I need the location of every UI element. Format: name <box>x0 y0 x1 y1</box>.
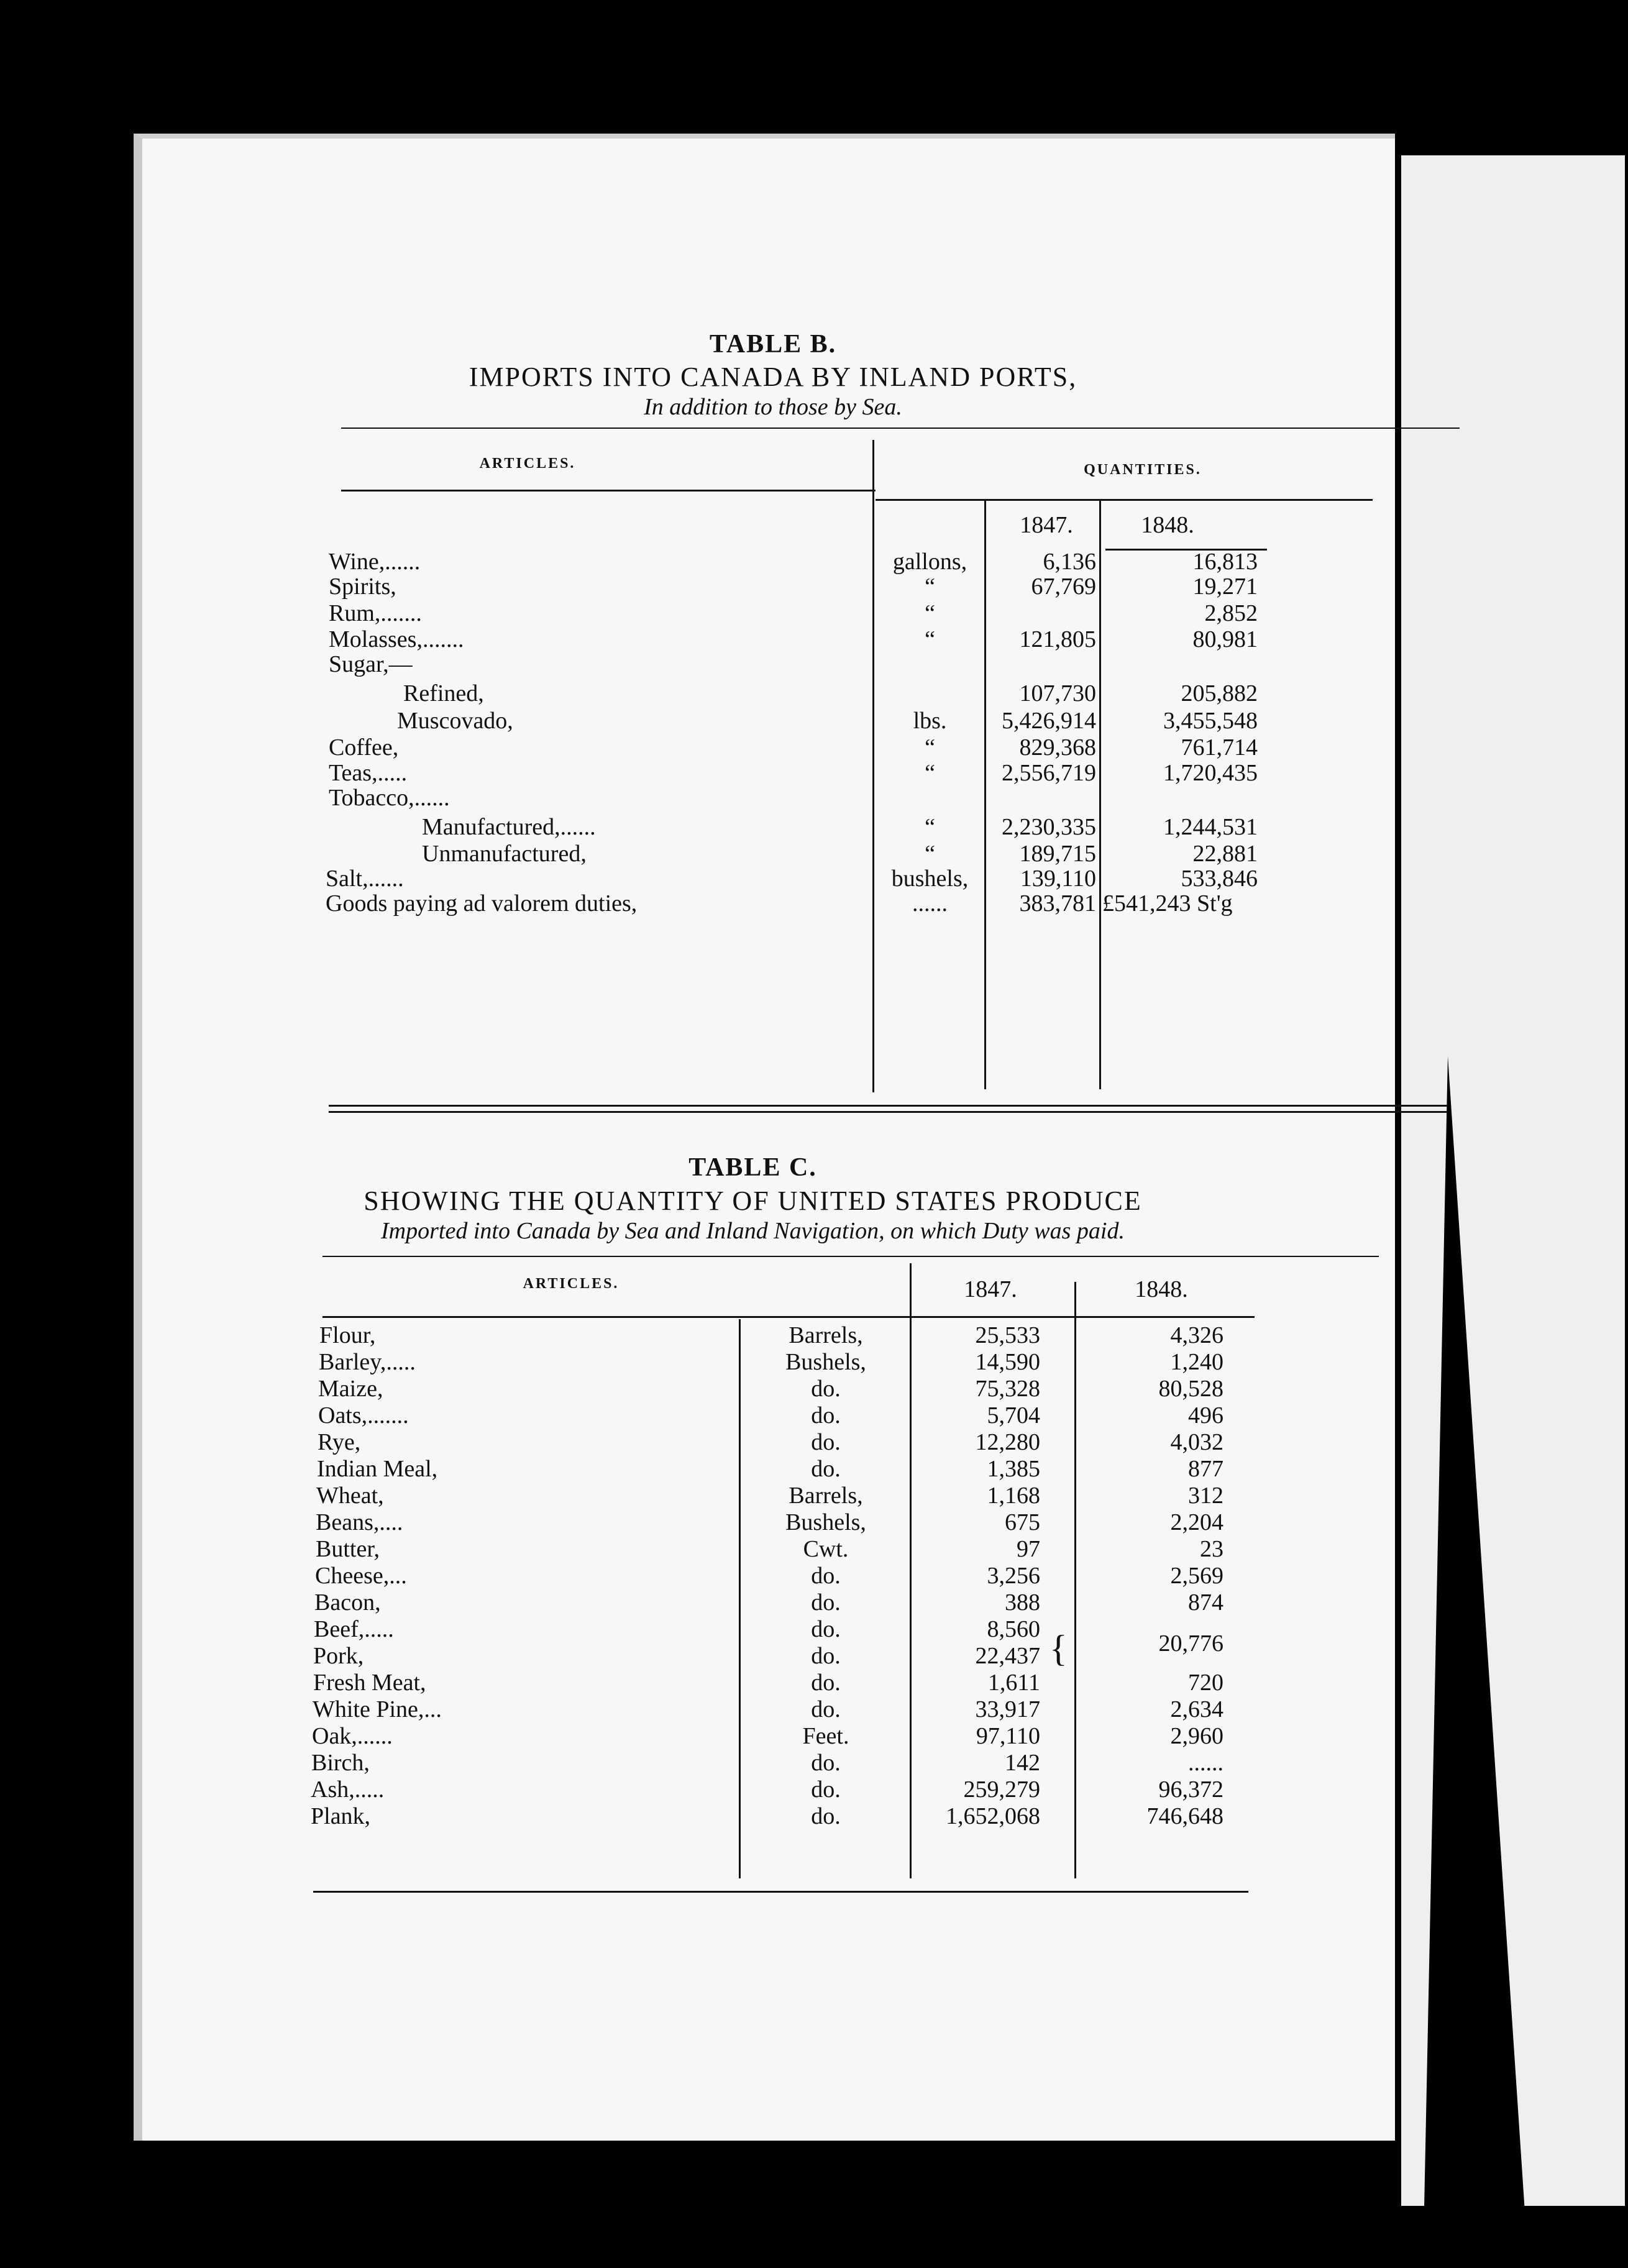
table-c-bottom-rule <box>313 1891 1248 1893</box>
table-c-value-1847: 25,533 <box>975 1322 1040 1348</box>
table-c-value-1848: 2,634 <box>1170 1696 1223 1722</box>
table-c-article: Fresh Meat, <box>313 1670 426 1696</box>
table-c-article: Barley,..... <box>319 1349 416 1375</box>
table-c-value-1847: 97 <box>1017 1536 1040 1562</box>
table-b-article: Rum,....... <box>329 600 422 626</box>
table-b-unit: lbs. <box>913 708 947 734</box>
table-c-article: Maize, <box>318 1376 383 1402</box>
table-c-header-articles: ARTICLES. <box>523 1276 620 1292</box>
table-b-article: Teas,..... <box>329 760 408 786</box>
table-b-value-1847: 829,368 <box>1019 734 1096 761</box>
table-c-article: Wheat, <box>316 1483 384 1509</box>
table-b-value-1847: 5,426,914 <box>1002 708 1096 734</box>
table-c-value-1847: 22,437 <box>975 1643 1040 1669</box>
table-b-bottom-rule <box>329 1105 1447 1107</box>
table-c-unit: Barrels, <box>789 1322 863 1348</box>
table-c-unit: do. <box>811 1643 841 1669</box>
table-b-unit: ...... <box>912 890 948 917</box>
table-c-value-1847: 12,280 <box>975 1429 1040 1455</box>
table-c-value-1848: 2,204 <box>1170 1509 1223 1535</box>
table-c-value-1847: 1,652,068 <box>946 1803 1040 1829</box>
table-c-article: Flour, <box>319 1322 376 1348</box>
table-c-article: Bacon, <box>314 1589 381 1616</box>
table-c-unit: do. <box>811 1803 841 1829</box>
table-b-value-1848: 19,271 <box>1192 574 1258 600</box>
table-b-value-1847: 2,230,335 <box>1002 814 1096 840</box>
table-c-unit: Bushels, <box>785 1349 866 1375</box>
table-c-value-1848: 96,372 <box>1158 1776 1223 1803</box>
table-b-article: Manufactured,...... <box>422 814 596 840</box>
table-b-value-1847: 139,110 <box>1020 866 1096 892</box>
table-b-value-1848: £541,243 St'g <box>1102 890 1233 917</box>
table-c-title: TABLE C. <box>688 1153 817 1182</box>
table-c-unit: do. <box>811 1376 841 1402</box>
table-c-value-1847: 388 <box>1005 1589 1040 1616</box>
table-b-header-quantities: QUANTITIES. <box>1084 462 1202 478</box>
table-c-unit: Barrels, <box>789 1483 863 1509</box>
table-b-note: In addition to those by Sea. <box>644 394 902 420</box>
table-c-article: Beef,..... <box>314 1616 394 1642</box>
table-c-value-1847: 14,590 <box>975 1349 1040 1375</box>
table-c-unit: do. <box>811 1696 841 1722</box>
table-c-value-1848: 1,240 <box>1170 1349 1223 1375</box>
table-c-article: Pork, <box>313 1643 364 1669</box>
table-c-article: Beans,.... <box>316 1509 403 1535</box>
table-b-header-articles: ARTICLES. <box>479 455 576 472</box>
table-c-article: Ash,..... <box>311 1776 385 1803</box>
table-b-unit: “ <box>925 574 935 600</box>
table-c-article: Oats,....... <box>318 1402 409 1429</box>
table-c-top-rule <box>322 1256 1379 1257</box>
table-c-article: Oak,...... <box>312 1723 393 1749</box>
table-b-article: Unmanufactured, <box>422 841 587 867</box>
table-b-value-1847: 121,805 <box>1019 626 1096 652</box>
table-c-article: Indian Meal, <box>317 1456 438 1482</box>
document-page <box>134 134 1395 2141</box>
table-b-value-1847: 6,136 <box>1043 549 1096 575</box>
table-b-unit: “ <box>925 626 935 652</box>
table-c-value-1848: 874 <box>1188 1589 1223 1616</box>
table-c-value-1847: 75,328 <box>975 1376 1040 1402</box>
table-b-year-rule <box>876 499 1373 501</box>
table-c-value-1848: 2,569 <box>1170 1563 1223 1589</box>
table-b-value-1848: 533,846 <box>1181 866 1258 892</box>
table-c-value-1848: 720 <box>1188 1670 1223 1696</box>
table-c-unit: do. <box>811 1750 841 1776</box>
table-b-article: Muscovado, <box>397 708 513 734</box>
table-c-unit: Bushels, <box>785 1509 866 1535</box>
table-c-article: Birch, <box>311 1750 370 1776</box>
table-c-unit: Cwt. <box>803 1536 849 1562</box>
table-c-note: Imported into Canada by Sea and Inland Navigation, on which Duty was paid. <box>381 1218 1125 1244</box>
table-c-value-1848: 877 <box>1188 1456 1223 1482</box>
table-c-value-1847: 1,168 <box>987 1483 1040 1509</box>
table-c-unit: do. <box>811 1589 841 1616</box>
table-b-top-rule <box>341 428 1460 429</box>
table-b-value-1847: 67,769 <box>1031 574 1096 600</box>
table-b-value-1848: 761,714 <box>1181 734 1258 761</box>
table-b-value-1848: 80,981 <box>1192 626 1258 652</box>
table-c-unit: do. <box>811 1670 841 1696</box>
table-b-unit: bushels, <box>891 866 969 892</box>
table-b-article: Sugar,— <box>329 651 413 677</box>
table-b-value-1847: 189,715 <box>1019 841 1096 867</box>
table-c-value-1848: 23 <box>1200 1536 1223 1562</box>
table-c-value-1847: 33,917 <box>975 1696 1040 1722</box>
pork-beef-brace: { <box>1050 1628 1068 1669</box>
table-c-year-1848: 1848. <box>1135 1276 1188 1302</box>
table-c-article: White Pine,... <box>313 1696 442 1722</box>
table-c-subtitle: SHOWING THE QUANTITY OF UNITED STATES PRODUCE <box>364 1186 1142 1216</box>
table-c-unit: do. <box>811 1616 841 1642</box>
table-c-header-rule <box>322 1316 1255 1318</box>
table-b-title: TABLE B. <box>709 330 837 359</box>
table-c-value-1847: 142 <box>1005 1750 1040 1776</box>
table-b-value-1847: 107,730 <box>1019 680 1096 706</box>
table-b-article: Goods paying ad valorem duties, <box>326 890 638 917</box>
table-c-value-1848: 746,648 <box>1146 1803 1223 1829</box>
table-c-article: Butter, <box>316 1536 380 1562</box>
table-b-value-1848: 16,813 <box>1192 549 1258 575</box>
table-b-value-1848: 2,852 <box>1204 600 1258 626</box>
table-c-value-1848: 20,776 <box>1158 1630 1223 1657</box>
table-b-article: Spirits, <box>329 574 396 600</box>
table-c-value-1848: 4,032 <box>1170 1429 1223 1455</box>
table-b-unit: “ <box>925 814 935 840</box>
table-b-header-rule <box>341 490 876 492</box>
table-b-value-1848: 1,720,435 <box>1163 760 1258 786</box>
table-b-article: Tobacco,...... <box>329 785 450 811</box>
table-b-divider-1848 <box>1099 499 1101 1089</box>
table-c-value-1848: 496 <box>1188 1402 1223 1429</box>
table-b-value-1848: 205,882 <box>1181 680 1258 706</box>
table-c-value-1848: 4,326 <box>1170 1322 1223 1348</box>
table-b-year-1848: 1848. <box>1141 512 1194 538</box>
table-c-value-1847: 97,110 <box>976 1723 1040 1749</box>
table-b-article: Molasses,....... <box>329 626 464 652</box>
table-b-unit: “ <box>925 760 935 786</box>
table-c-divider-1847 <box>910 1263 912 1878</box>
table-c-article: Plank, <box>311 1803 371 1829</box>
table-b-value-1848: 1,244,531 <box>1163 814 1258 840</box>
table-b-bottom-rule-2 <box>329 1111 1447 1113</box>
table-c-value-1847: 259,279 <box>963 1776 1040 1803</box>
table-c-value-1848: ...... <box>1188 1750 1223 1776</box>
table-c-value-1847: 3,256 <box>987 1563 1040 1589</box>
table-c-value-1848: 80,528 <box>1158 1376 1223 1402</box>
table-b-value-1847: 2,556,719 <box>1002 760 1096 786</box>
table-c-value-1848: 2,960 <box>1170 1723 1223 1749</box>
table-b-year-1847: 1847. <box>1020 512 1073 538</box>
table-c-unit: do. <box>811 1429 841 1455</box>
table-b-subtitle: IMPORTS INTO CANADA BY INLAND PORTS, <box>469 362 1077 392</box>
table-c-value-1847: 8,560 <box>987 1616 1040 1642</box>
table-c-article: Cheese,... <box>315 1563 407 1589</box>
table-c-value-1847: 675 <box>1005 1509 1040 1535</box>
table-c-unit: do. <box>811 1402 841 1429</box>
table-c-divider-articles <box>739 1319 741 1878</box>
table-b-unit: “ <box>925 841 935 867</box>
table-c-value-1848: 312 <box>1188 1483 1223 1509</box>
table-b-value-1848: 3,455,548 <box>1163 708 1258 734</box>
table-c-unit: Feet. <box>802 1723 849 1749</box>
table-c-unit: do. <box>811 1456 841 1482</box>
page-shadow <box>1423 1056 1529 2268</box>
table-c-year-1847: 1847. <box>964 1276 1017 1302</box>
table-b-value-1847: 383,781 <box>1019 890 1096 917</box>
table-c-value-1847: 1,385 <box>987 1456 1040 1482</box>
table-b-value-1848: 22,881 <box>1192 841 1258 867</box>
table-b-article: Salt,...... <box>326 866 404 892</box>
table-b-article: Coffee, <box>329 734 399 761</box>
table-b-article: Wine,...... <box>329 549 421 575</box>
table-c-unit: do. <box>811 1776 841 1803</box>
table-c-article: Rye, <box>318 1429 361 1455</box>
table-b-unit: gallons, <box>892 549 967 575</box>
table-c-value-1847: 5,704 <box>987 1402 1040 1429</box>
table-c-unit: do. <box>811 1563 841 1589</box>
table-b-unit: “ <box>925 734 935 761</box>
table-c-value-1847: 1,611 <box>987 1670 1040 1696</box>
table-b-unit: “ <box>925 600 935 626</box>
table-c-divider-1848 <box>1074 1282 1076 1878</box>
table-b-article: Refined, <box>403 680 484 706</box>
